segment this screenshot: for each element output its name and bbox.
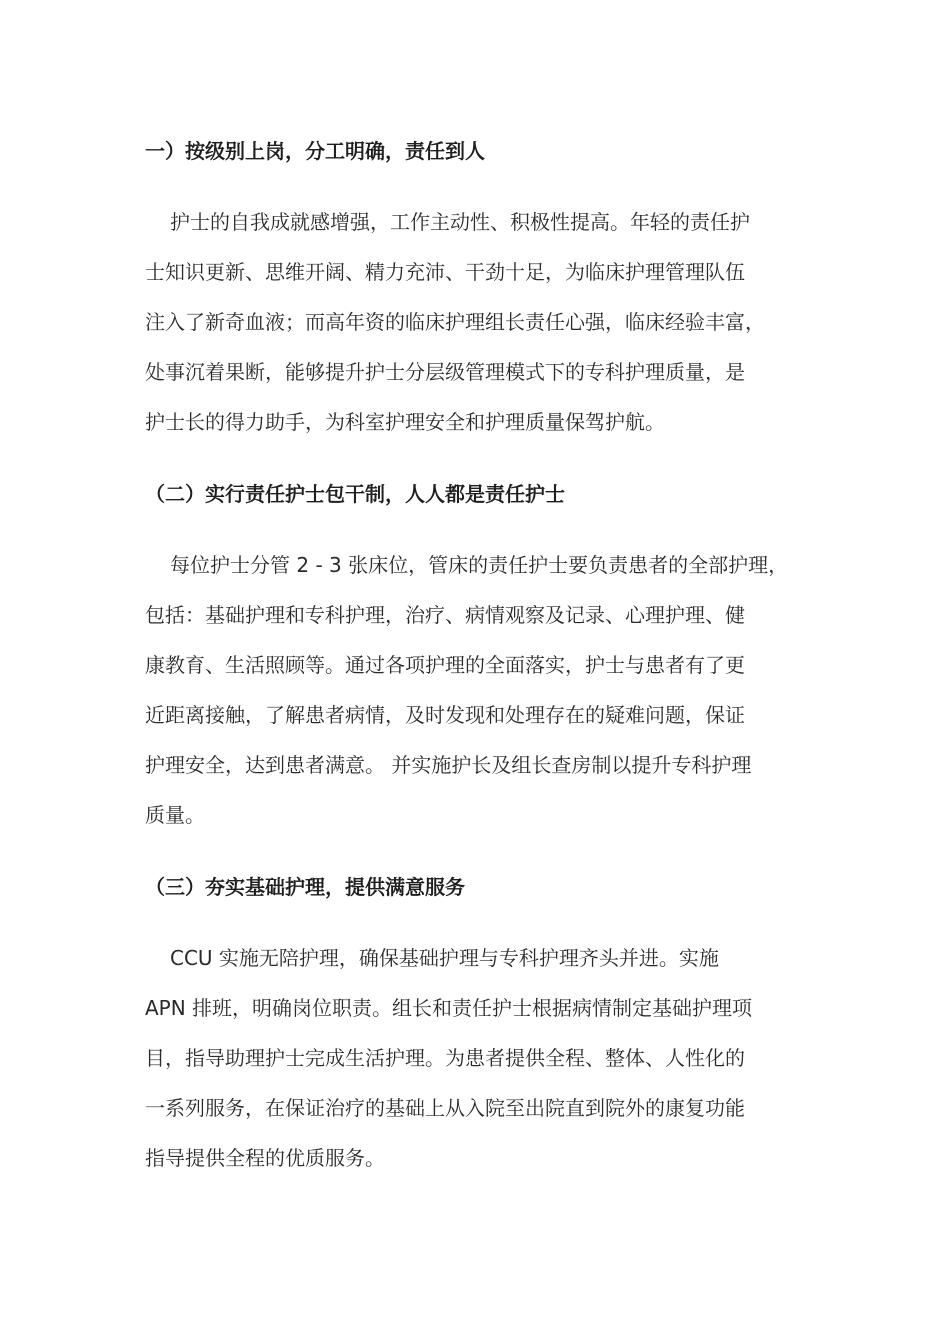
paragraph-line: 近距离接触，了解患者病情，及时发现和处理存在的疑难问题，保证: [145, 703, 745, 727]
section-heading-1: 一）按级别上岗，分工明确，责任到人: [145, 139, 485, 163]
paragraph-line: 康教育、生活照顾等。通过各项护理的全面落实，护士与患者有了更: [145, 653, 745, 677]
paragraph-line: 护士的自我成就感增强，工作主动性、积极性提高。年轻的责任护: [170, 210, 750, 234]
paragraph-line: 注入了新奇血液；而高年资的临床护理组长责任心强，临床经验丰富，: [145, 310, 765, 334]
paragraph-line: 士知识更新、思维开阔、精力充沛、干劲十足，为临床护理管理队伍: [145, 260, 745, 284]
paragraph-line: 每位护士分管 2 - 3 张床位，管床的责任护士要负责患者的全部护理，: [170, 553, 789, 577]
paragraph-line: 一系列服务，在保证治疗的基础上从入院至出院直到院外的康复功能: [145, 1096, 745, 1120]
paragraph-line: 处事沉着果断，能够提升护士分层级管理模式下的专科护理质量，是: [145, 360, 745, 384]
paragraph-line: 质量。: [145, 803, 205, 827]
paragraph-line: 护理安全，达到患者满意。 并实施护长及组长查房制以提升专科护理: [145, 753, 752, 777]
paragraph-line: 目，指导助理护士完成生活护理。为患者提供全程、整体、人性化的: [145, 1046, 745, 1070]
paragraph-line: 指导提供全程的优质服务。: [145, 1146, 385, 1170]
section-heading-2: （二）实行责任护士包干制，人人都是责任护士: [145, 482, 565, 506]
paragraph-line: APN 排班，明确岗位职责。组长和责任护士根据病情制定基础护理项: [145, 996, 753, 1020]
paragraph-line: 护士长的得力助手，为科室护理安全和护理质量保驾护航。: [145, 410, 665, 434]
paragraph-line: 包括：基础护理和专科护理，治疗、病情观察及记录、心理护理、健: [145, 603, 745, 627]
section-heading-3: （三）夯实基础护理，提供满意服务: [145, 875, 465, 899]
paragraph-line: CCU 实施无陪护理，确保基础护理与专科护理齐头并进。实施: [170, 946, 719, 970]
